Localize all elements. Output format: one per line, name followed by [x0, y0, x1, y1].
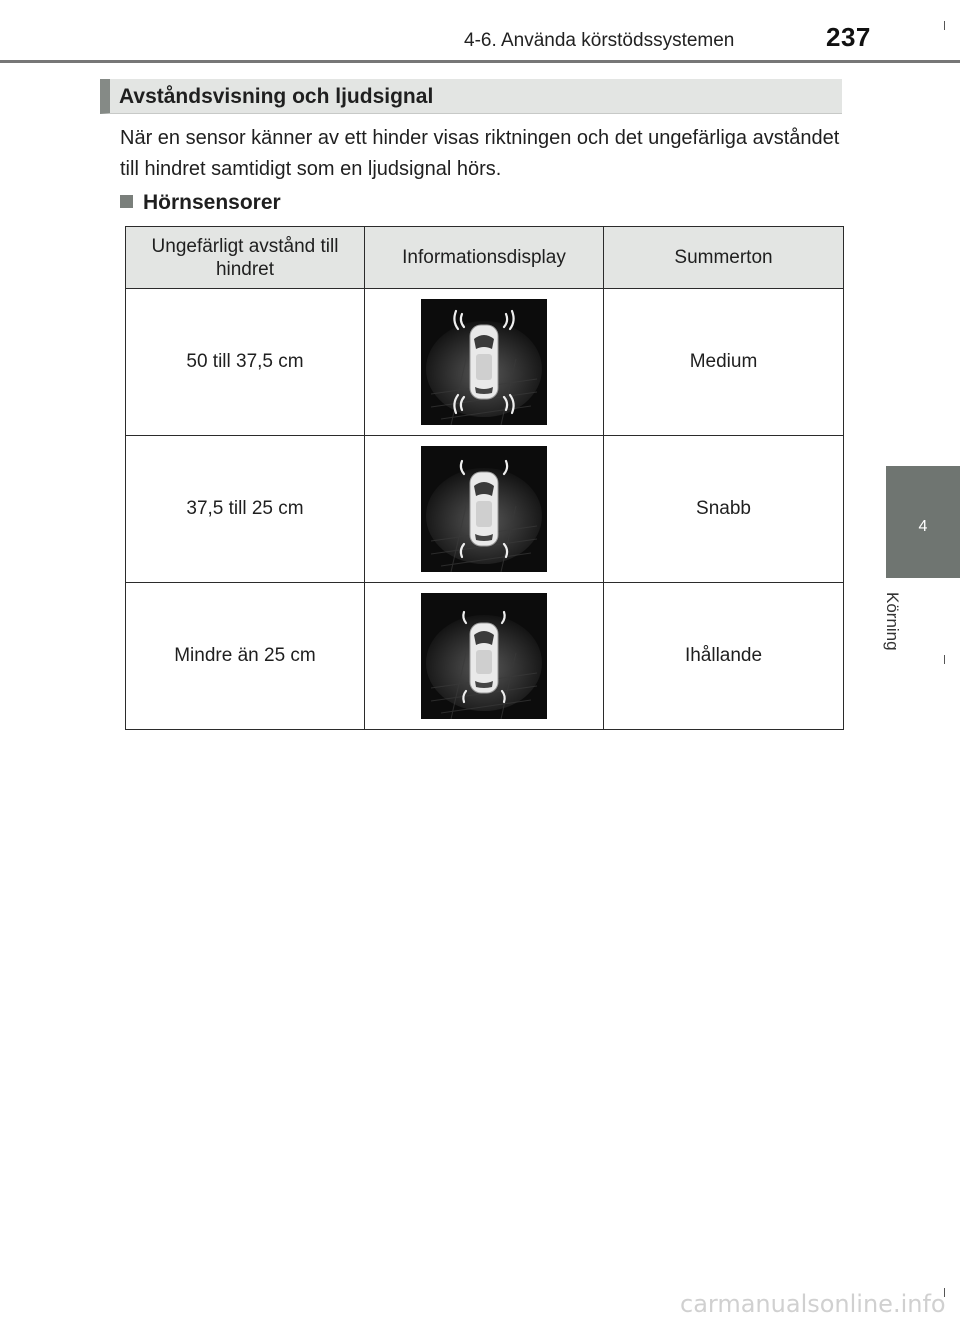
table-header-row — [126, 227, 844, 289]
header-tone: Summerton — [604, 227, 844, 289]
intro-paragraph: När en sensor känner av ett hinder visas riktningen och det ungefärliga avståndet till hindret samtidigt som en ljudsignal hörs. — [120, 127, 840, 180]
parking-sensor-display-icon — [421, 299, 547, 425]
header-distance: Ungefärligt avstånd till hindret — [126, 227, 365, 289]
square-bullet-icon — [120, 195, 133, 208]
distance-cell: 50 till 37,5 cm — [126, 289, 365, 436]
subheading — [120, 191, 281, 215]
crop-mark — [944, 21, 945, 30]
tone-cell: Medium — [604, 289, 844, 436]
display-cell — [365, 436, 604, 583]
display-cell — [365, 289, 604, 436]
chapter-tab-label-text: Körning — [883, 592, 902, 651]
parking-sensor-display-icon — [421, 593, 547, 719]
chapter-title: 4-6. Använda körstödssystemen — [464, 30, 735, 51]
subheading-text: Hörnsensorer — [143, 191, 281, 214]
header-display: Informationsdisplay — [365, 227, 604, 289]
section-title: Avståndsvisning och ljudsignal — [119, 85, 434, 108]
section-heading — [100, 79, 842, 114]
page-number: 237 — [826, 22, 871, 52]
table-row — [126, 289, 844, 436]
display-cell — [365, 583, 604, 730]
table-row — [126, 583, 844, 730]
distance-cell: 37,5 till 25 cm — [126, 436, 365, 583]
crop-mark — [944, 655, 945, 664]
table-row — [126, 436, 844, 583]
chapter-tab-number: 4 — [918, 518, 928, 535]
header-rule — [0, 60, 960, 63]
distance-cell: Mindre än 25 cm — [126, 583, 365, 730]
tone-cell: Ihållande — [604, 583, 844, 730]
tone-cell: Snabb — [604, 436, 844, 583]
chapter-tab-label — [880, 592, 920, 662]
distance-table — [125, 226, 844, 730]
chapter-tab — [886, 466, 960, 578]
parking-sensor-display-icon — [421, 446, 547, 572]
footer-watermark: carmanualsonline.info — [680, 1290, 946, 1318]
